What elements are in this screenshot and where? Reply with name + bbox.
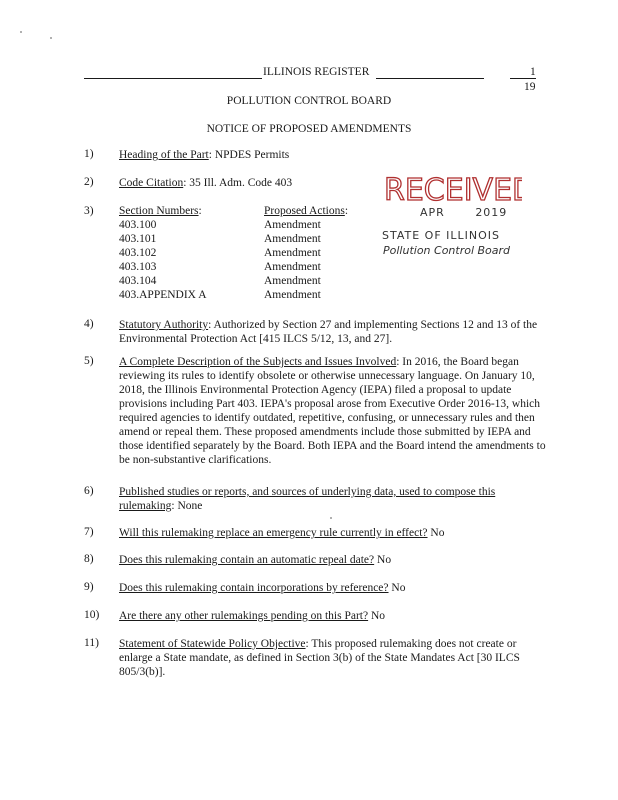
item-number: 9) [84,581,94,593]
item-heading: Heading of the Part: NPDES Permits [119,149,290,161]
scan-speck [50,37,52,39]
item-number: 8) [84,553,94,565]
board-title: POLLUTION CONTROL BOARD [226,95,392,107]
item-description: A Complete Description of the Subjects and Issues Involved: In 2016, the Board began reviewing its rules to identify obsolete or otherwise unnecessary language. On January 10, 2018, the Illinois Environmental Protection Agency (IEPA) filed a proposal to update provisions including Part 403. IEPA's proposal arose from Executive Order 2016-13, which required agencies to identify outdated, repetitive, confusing, or unnecessary rules and then amend or repeal them. These proposed amendments include those submitted by IEPA and those identified separately by the Board. Both IEPA and the Board intend the amendments to be non-substantive clarifications. [119,356,546,466]
section-number: 403.APPENDIX A [119,289,207,301]
item-published-studies: Published studies or reports, and sources of underlying data, used to compose this rulemaking: None [119,486,496,512]
page-number-bottom: 19 [524,81,536,93]
item-number: 2) [84,176,94,188]
section-action: Amendment [264,261,321,273]
item-emergency-rule: Will this rulemaking replace an emergency rule currently in effect? No [119,527,445,539]
section-number: 403.101 [119,233,157,245]
item-code-citation: Code Citation: 35 Ill. Adm. Code 403 [119,177,293,189]
item-number: 3) [84,205,94,217]
item-repeal-date: Does this rulemaking contain an automatic repeal date? No [119,554,392,566]
notice-title: NOTICE OF PROPOSED AMENDMENTS [206,123,412,135]
register-title: ILLINOIS REGISTER [263,66,370,78]
header-rule-left [84,78,262,79]
scan-speck [20,31,22,33]
stamp-state: STATE OF ILLINOIS [382,229,501,242]
section-numbers-label: Section Numbers: [119,205,202,217]
section-action: Amendment [264,247,321,259]
page-number-top: 1 [530,66,536,78]
section-action: Amendment [264,233,321,245]
received-stamp-text: RECEIVED [384,173,522,208]
section-action: Amendment [264,289,321,301]
item-number: 1) [84,148,94,160]
item-number: 4) [84,318,94,330]
received-month: APR [420,206,445,219]
proposed-actions-label: Proposed Actions: [264,205,349,217]
item-policy-objective: Statement of Statewide Policy Objective: This proposed rulemaking does not create or enlarge a State mandate, as defined in Section 3(b) of the State Mandates Act [30 ILCS 805/3(b)]. [119,638,520,678]
scan-speck [330,517,332,519]
received-year: 2019 [475,206,508,219]
header-rule-right [376,78,484,79]
received-date [420,206,507,219]
section-number: 403.104 [119,275,157,287]
item-number: 7) [84,526,94,538]
item-number: 5) [84,355,94,367]
section-number: 403.100 [119,219,157,231]
item-incorporations: Does this rulemaking contain incorporations by reference? No [119,582,406,594]
page-number-rule [510,78,536,79]
item-other-rulemakings: Are there any other rulemakings pending on this Part? No [119,610,386,622]
item-number: 11) [84,637,99,649]
section-number: 403.103 [119,261,157,273]
section-action: Amendment [264,219,321,231]
section-action: Amendment [264,275,321,287]
item-number: 10) [84,609,100,621]
section-number: 403.102 [119,247,157,259]
stamp-board: Pollution Control Board [383,244,511,257]
item-number: 6) [84,485,94,497]
item-statutory-authority: Statutory Authority: Authorized by Section 27 and implementing Sections 12 and 13 of the Environmental Protection Act [415 ILCS 5/12, 13, and 27]. [119,319,538,345]
